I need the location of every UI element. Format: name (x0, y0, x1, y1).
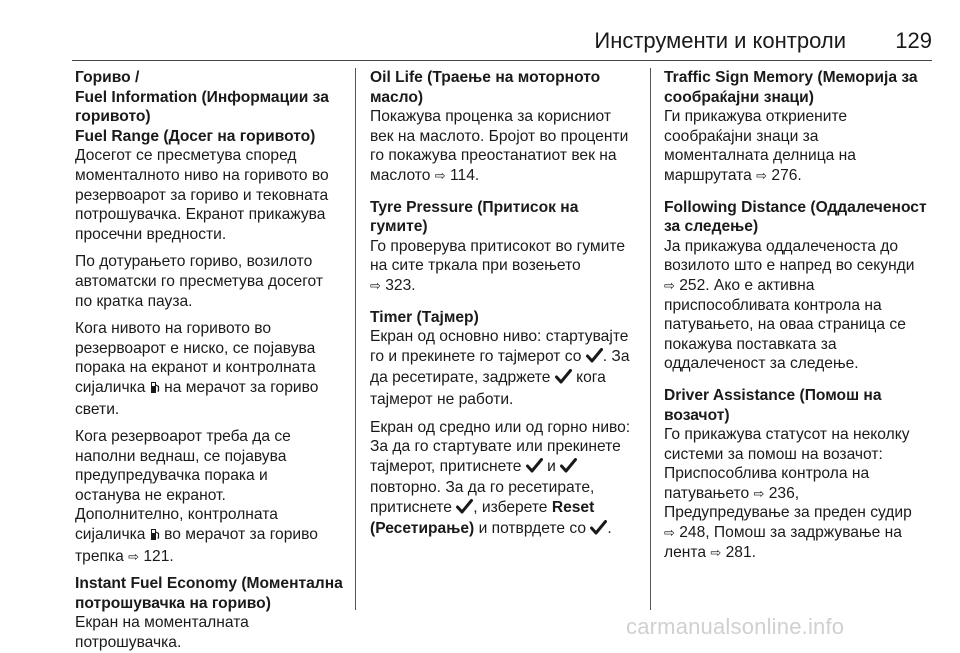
text-line (370, 368, 638, 390)
text-line: Кога нивото на горивото во (75, 320, 272, 338)
text-line: оддалеченост за следење. (664, 355, 859, 373)
text-line: Досегот се пресметува според (75, 147, 297, 165)
paragraph (664, 237, 936, 374)
paragraph (370, 107, 638, 185)
text-line: потрошувачка. (75, 634, 182, 652)
heading-fuel (75, 68, 343, 127)
text-span: тајмерот, притиснете (370, 457, 522, 475)
text-span: го и прекинете го тајмерот со (370, 347, 582, 365)
text-line: свети. (75, 400, 120, 418)
text-line: век на маслото. Бројот во проценти (370, 127, 629, 145)
text-line: Покажува проценка за корисниот (370, 108, 612, 126)
fuel-pump-icon (150, 527, 160, 547)
page-reference: 276. (771, 166, 802, 184)
text-line (75, 525, 343, 547)
paragraph (75, 319, 343, 419)
heading-line: Following Distance (Оддалеченост (664, 198, 927, 216)
text-line: Екран од средно или од горно ниво: (370, 418, 631, 436)
column-divider-1 (355, 68, 356, 610)
header-rule (72, 60, 932, 61)
text-line: предупредувачка порака и (75, 467, 268, 485)
menu-option-reset: (Ресетирање) (370, 520, 475, 538)
text-line: Предупредување за преден судир (664, 504, 912, 522)
text-line: Ја прикажува оддалеченоста до (664, 237, 899, 255)
heading-line: Instant Fuel Economy (Моментална (75, 575, 343, 593)
text-line (664, 523, 936, 543)
text-span: притиснете (370, 498, 452, 516)
text-line: го покажува преостанатиот век на (370, 147, 617, 165)
text-line: резервоарот за гориво и тековната (75, 186, 329, 204)
page-reference: 248, Помош за задржување на (679, 524, 902, 542)
text-line (370, 347, 638, 369)
heading-line: Driver Assistance (Помош на (664, 386, 882, 404)
paragraph (75, 146, 343, 244)
text-line: Екран од основно ниво: стартувајте (370, 328, 629, 346)
page-reference-arrow-icon: ⇨ (434, 167, 446, 183)
text-line (664, 276, 936, 296)
text-line: просечни вредности. (75, 225, 227, 243)
column-3 (664, 68, 936, 562)
text-line: Го прикажува статусот на неколку (664, 426, 910, 444)
text-span: сијаличка (75, 378, 146, 396)
page-header (72, 26, 932, 56)
watermark: carmanualsonline.info (626, 614, 845, 639)
page-reference: 252. Ако е активна (679, 276, 815, 294)
text-line (75, 547, 343, 567)
text-line: Кога резервоарот треба да се (75, 428, 291, 446)
heading-instant-fuel-economy (75, 574, 343, 613)
text-line (370, 166, 638, 186)
text-line: моменталното ниво на горивото во (75, 166, 329, 184)
text-span: во мерачот за гориво (164, 526, 318, 544)
heading-following-distance (664, 198, 936, 237)
text-span: . (607, 520, 612, 538)
paragraph (664, 107, 936, 185)
page-reference-arrow-icon: ⇨ (753, 485, 765, 501)
text-line: покажува поставката за (664, 335, 837, 353)
text-line: потрошувачка. Екранот прикажува (75, 206, 326, 224)
text-line (370, 498, 638, 520)
heading-driver-assistance (664, 386, 936, 425)
text-span: патувањето (664, 484, 750, 502)
text-line (664, 484, 936, 504)
heading-line: горивото) (75, 108, 151, 126)
menu-option-reset: Reset (551, 498, 595, 516)
heading-line: возачот) (664, 406, 730, 424)
text-line (370, 519, 638, 541)
section-title: Инструменти и контроли (594, 28, 846, 53)
paragraph (370, 327, 638, 409)
text-line: наполни веднаш, се појавува (75, 447, 287, 465)
text-line: Ги прикажува откриените (664, 108, 848, 126)
heading-line: Fuel Information (Информации за (75, 88, 329, 106)
page-reference: 236, (768, 484, 800, 502)
page-reference-arrow-icon: ⇨ (756, 167, 768, 183)
heading-line: масло) (370, 88, 424, 106)
text-line: приспособливата контрола на (664, 296, 882, 314)
heading-line: сообраќајни знаци) (664, 88, 814, 106)
text-line: повторно. За да го ресетирате, (370, 479, 595, 497)
text-span: . За (602, 347, 630, 365)
text-line: тајмерот не работи. (370, 390, 514, 408)
checkmark-icon (590, 520, 607, 541)
text-span: маслото (370, 166, 431, 184)
checkmark-icon (456, 499, 473, 520)
text-line: останува не екранот. (75, 486, 226, 504)
text-line (664, 166, 936, 186)
text-line: Дополнително, контролната (75, 506, 278, 524)
text-line (75, 378, 343, 400)
text-line: по кратка пауза. (75, 292, 193, 310)
text-line: на сите тркала при возењето (370, 257, 581, 275)
text-line (370, 276, 638, 296)
page-reference-arrow-icon: ⇨ (128, 548, 140, 564)
checkmark-icon (586, 348, 603, 369)
heading-fuel-range: Fuel Range (Досег на горивото) (75, 127, 316, 145)
page-reference-arrow-icon: ⇨ (664, 525, 675, 541)
paragraph (370, 418, 638, 542)
text-line: возилото што е напред во секунди (664, 257, 915, 275)
text-span: сијаличка (75, 526, 146, 544)
page-reference: 114. (450, 166, 480, 184)
column-divider-2 (650, 68, 651, 610)
text-line: За да го стартувате или прекинете (370, 438, 621, 456)
text-span: кога (576, 369, 606, 387)
column-2 (370, 68, 638, 541)
text-line: Приспособлива контрола на (664, 465, 870, 483)
checkmark-icon (555, 369, 572, 390)
text-span: на мерачот за гориво (164, 378, 319, 396)
heading-traffic-sign-memory (664, 68, 936, 107)
text-line: порака на екранот и контролната (75, 359, 316, 377)
heading-line: Oil Life (Траење на моторното (370, 69, 601, 86)
text-span: , изберете (473, 498, 548, 516)
text-line: моменталната делница на (664, 147, 856, 165)
text-span: и потврдете со (478, 520, 587, 538)
page-reference: 323. (385, 276, 416, 294)
paragraph (75, 252, 343, 311)
column-1 (75, 68, 343, 653)
paragraph (664, 425, 936, 562)
heading-line: потрошувачка на гориво) (75, 594, 271, 612)
text-line (370, 457, 638, 479)
heading-line: за следење) (664, 218, 759, 236)
heading-line: Traffic Sign Memory (Меморија за (664, 69, 918, 86)
fuel-pump-icon (150, 380, 160, 400)
text-line: системи за помош на возачот: (664, 445, 883, 463)
paragraph (75, 427, 343, 566)
text-line: По дотурањето гориво, возилото (75, 253, 313, 271)
page-reference-arrow-icon: ⇨ (710, 544, 722, 560)
heading-oil-life (370, 68, 638, 107)
text-span: и (547, 457, 556, 475)
checkmark-icon (526, 458, 543, 479)
heading-timer: Timer (Тајмер) (370, 308, 479, 326)
text-span: да ресетирате, задржете (370, 369, 551, 387)
text-line: сообраќајни знаци за (664, 127, 819, 145)
paragraph (75, 613, 343, 652)
text-span: лента (664, 543, 707, 561)
text-line (664, 543, 936, 563)
text-line: автоматски го пресметува досегот (75, 272, 324, 290)
page-reference-arrow-icon: ⇨ (370, 277, 381, 293)
text-line: Го проверува притисокот во гумите (370, 237, 626, 255)
checkmark-icon (560, 458, 577, 479)
heading-line: Гориво / (75, 69, 140, 86)
text-line: патувањето, на оваа страница се (664, 316, 906, 334)
paragraph (370, 237, 638, 296)
page-reference: 121. (143, 547, 174, 565)
page-number: 129 (895, 28, 932, 53)
text-span: трепка (75, 547, 124, 565)
text-line: резервоарот е ниско, се појавува (75, 339, 316, 357)
page-reference-arrow-icon: ⇨ (664, 277, 675, 293)
page-reference: 281. (725, 543, 756, 561)
text-line: Екран на моменталната (75, 614, 249, 632)
heading-tyre-pressure: Tyre Pressure (Притисок на гумите) (370, 198, 579, 236)
text-span: маршрутата (664, 166, 752, 184)
